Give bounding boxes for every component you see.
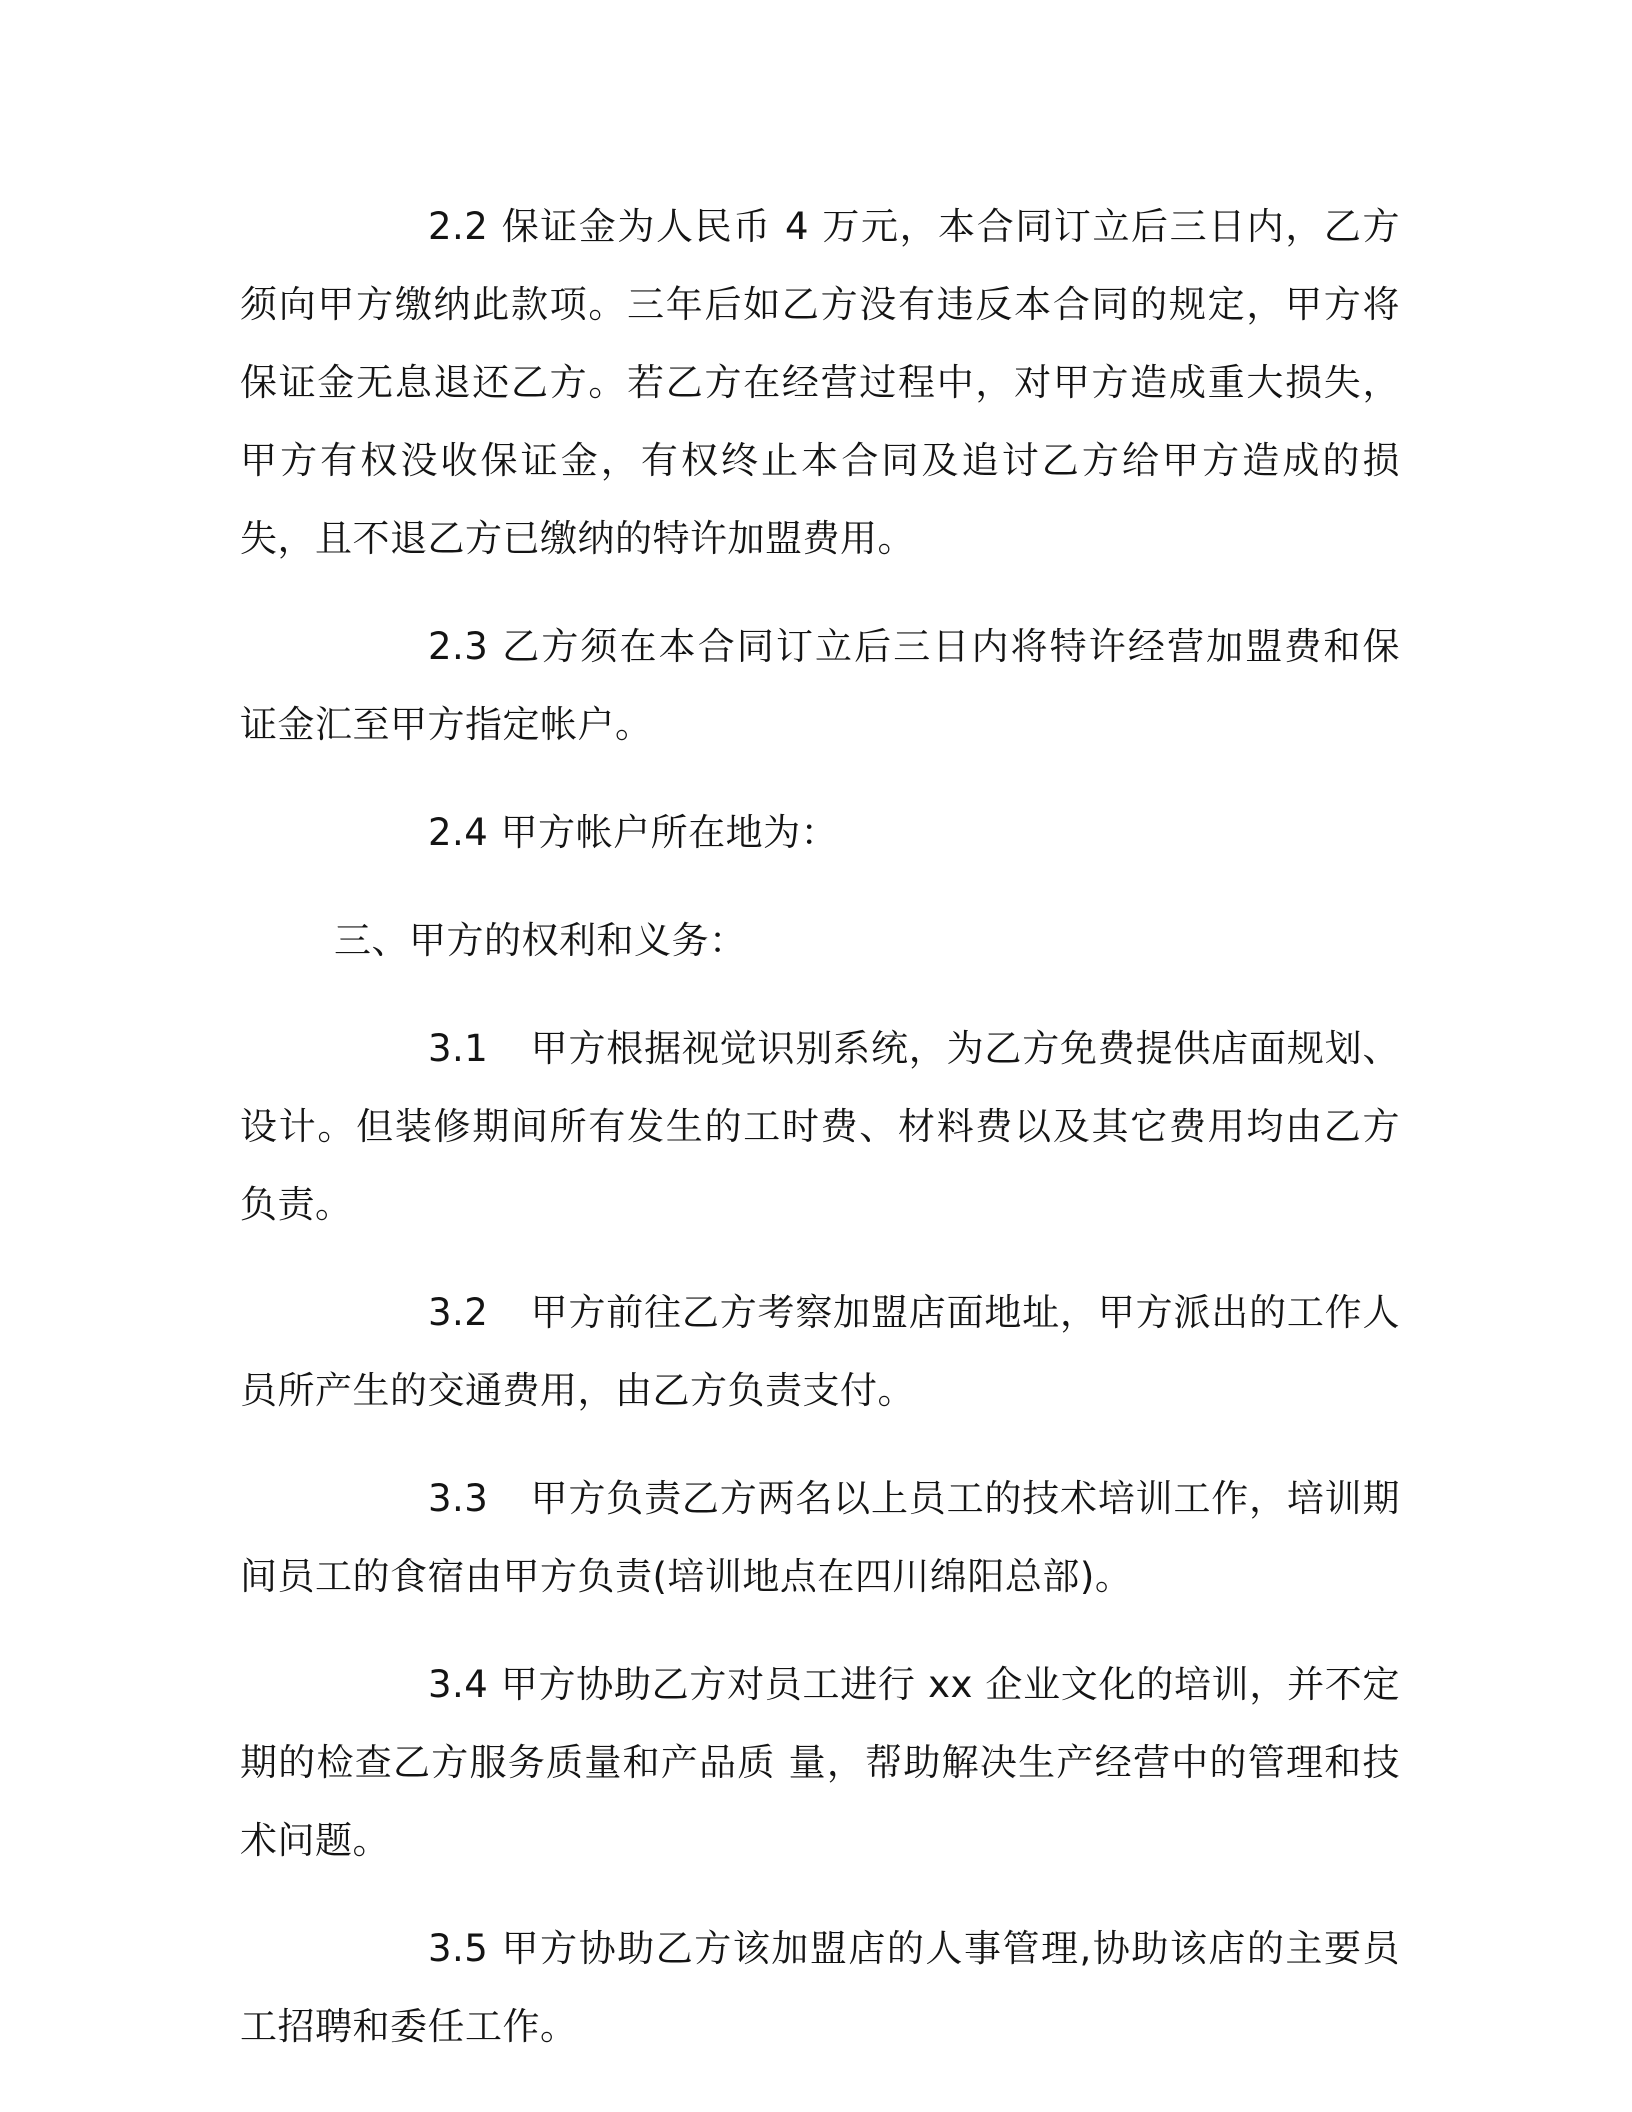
clause-3-4 xyxy=(240,1646,1400,1880)
document-body xyxy=(240,188,1400,2096)
clause-2-3 xyxy=(240,608,1400,764)
section-heading-text: 三、甲方的权利和义务： xyxy=(334,919,747,962)
clause-number: 3.4 xyxy=(428,1663,489,1706)
clause-number: 3.3 xyxy=(428,1477,489,1520)
clause-text: 甲方根据视觉识别系统，为乙方免费提供店面规划、设计。但装修期间所有发生的工时费、材料费以及其它费用均由乙方负责。 xyxy=(240,1027,1400,1226)
clause-2-2 xyxy=(240,188,1400,578)
section-heading-3 xyxy=(240,902,1400,980)
clause-3-3 xyxy=(240,1460,1400,1616)
clause-text: 甲方前往乙方考察加盟店面地址，甲方派出的工作人员所产生的交通费用，由乙方负责支付。 xyxy=(240,1291,1400,1412)
clause-text: 甲方负责乙方两名以上员工的技术培训工作，培训期间员工的食宿由甲方负责(培训地点在四川绵阳总部)。 xyxy=(240,1477,1400,1598)
clause-2-4 xyxy=(240,794,1400,872)
clause-3-2 xyxy=(240,1274,1400,1430)
clause-number: 2.2 xyxy=(428,205,489,248)
clause-number: 3.2 xyxy=(428,1291,489,1334)
clause-number: 3.5 xyxy=(428,1927,489,1970)
clause-text: 保证金为人民币 4 万元，本合同订立后三日内，乙方须向甲方缴纳此款项。三年后如乙方没有违反本合同的规定，甲方将保证金无息退还乙方。若乙方在经营过程中，对甲方造成重大损失，甲方有权没收保证金，有权终止本合同及追讨乙方给甲方造成的损失，且不退乙方已缴纳的特许加盟费用。 xyxy=(240,205,1401,560)
clause-text: 甲方帐户所在地为： xyxy=(500,811,839,854)
clause-3-1 xyxy=(240,1010,1400,1244)
clause-3-5 xyxy=(240,1910,1400,2066)
clause-number: 2.3 xyxy=(428,625,489,668)
clause-number: 2.4 xyxy=(428,811,489,854)
clause-text: 乙方须在本合同订立后三日内将特许经营加盟费和保证金汇至甲方指定帐户。 xyxy=(240,625,1401,746)
clause-text: 甲方协助乙方该加盟店的人事管理,协助该店的主要员工招聘和委任工作。 xyxy=(240,1927,1400,2048)
clause-text: 甲方协助乙方对员工进行 xx 企业文化的培训，并不定期的检查乙方服务质量和产品质 量，帮助解决生产经营中的管理和技术问题。 xyxy=(240,1663,1400,1862)
clause-number: 3.1 xyxy=(428,1027,489,1070)
